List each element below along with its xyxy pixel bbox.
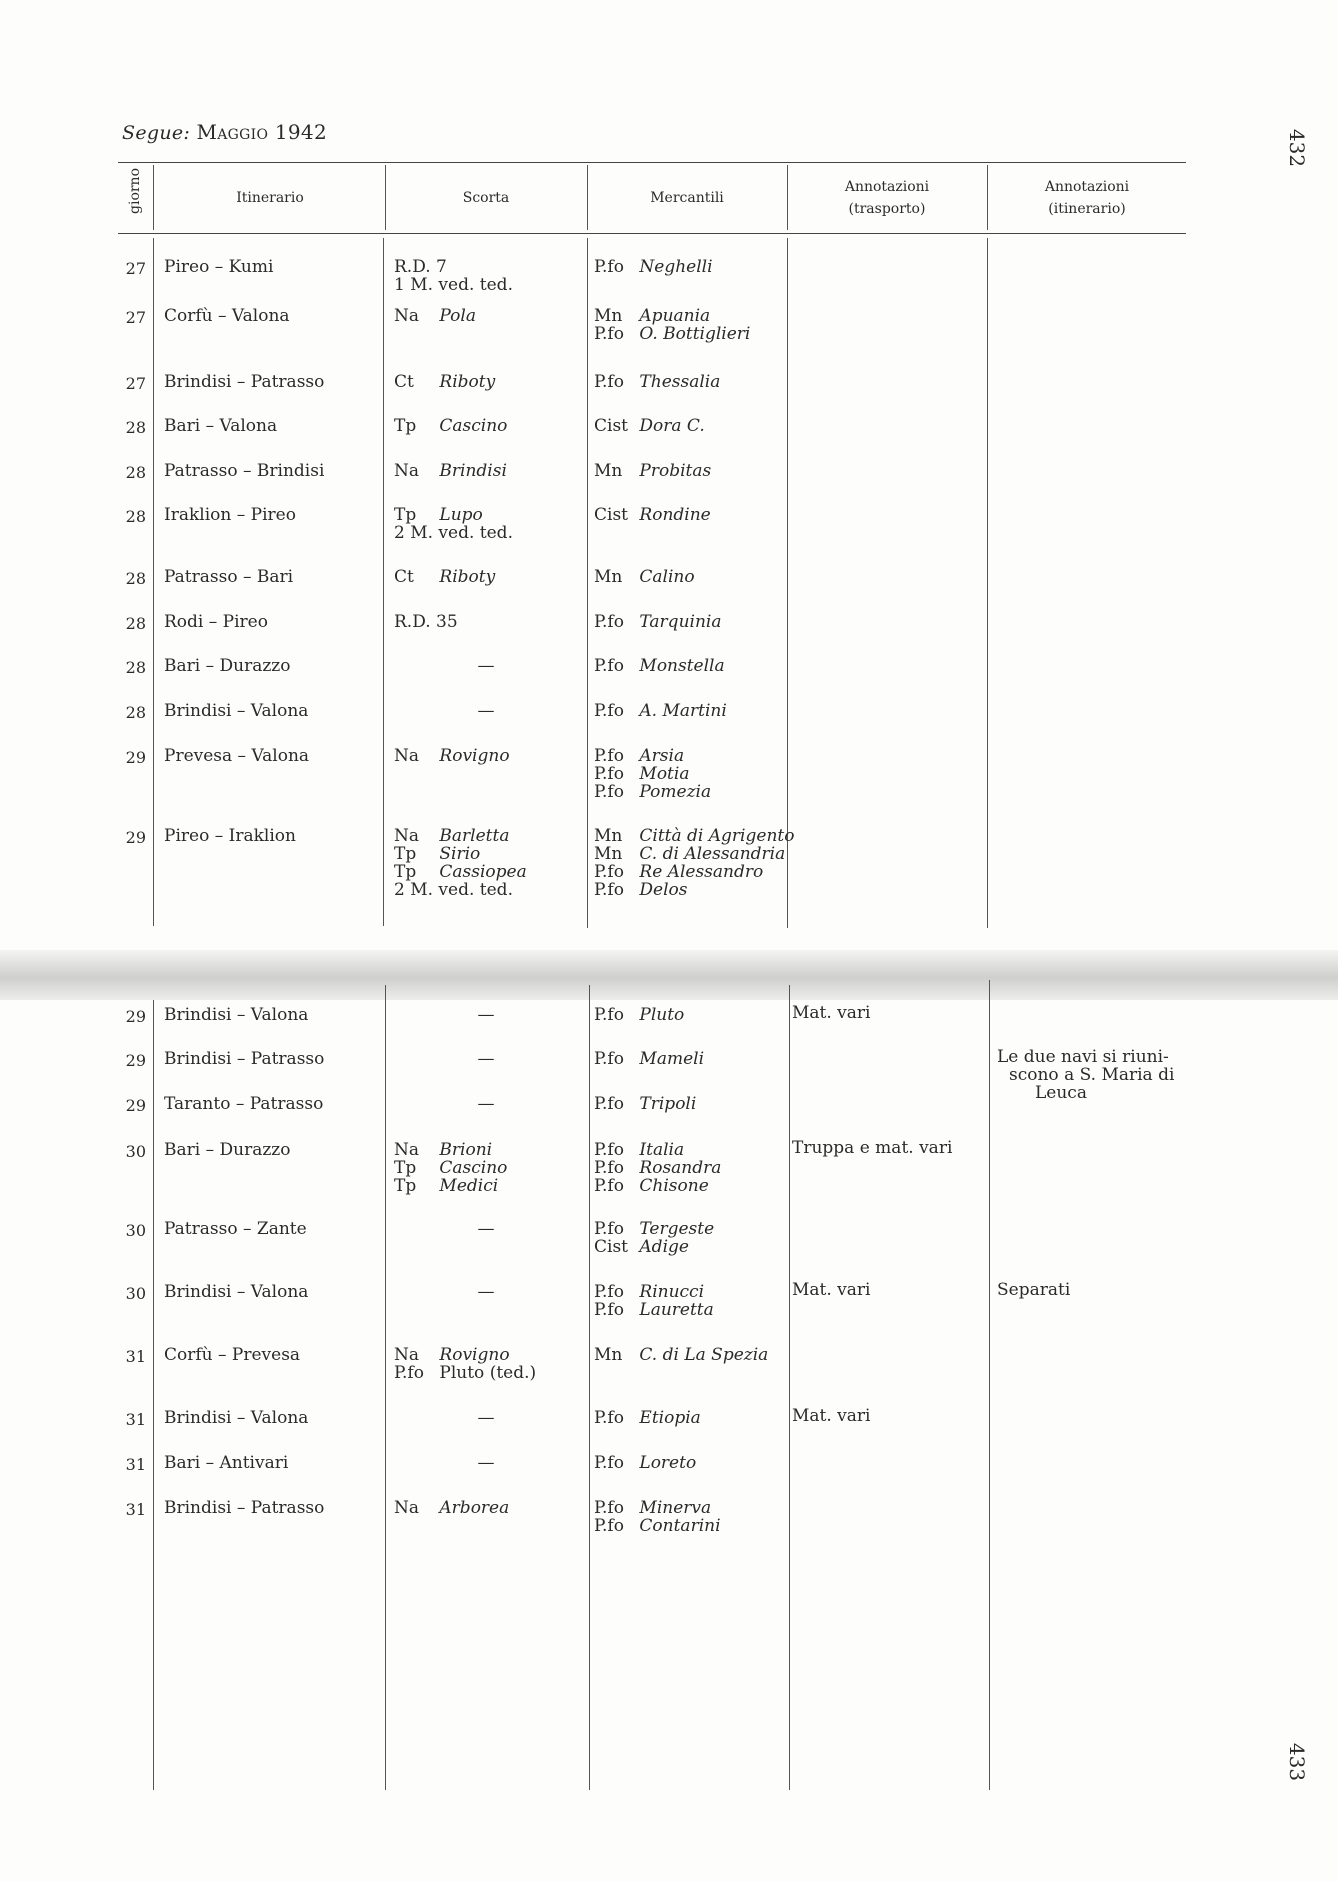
page-number-bottom: 433 <box>1284 1742 1309 1782</box>
mercantili-list <box>594 1454 696 1472</box>
mercantile-type: P.fo <box>594 1158 624 1178</box>
mercantile-type: P.fo <box>594 1094 624 1114</box>
mercantile-line <box>594 1301 714 1319</box>
col-header-mercantili-text: Mercantili <box>650 190 724 206</box>
scorta-dash: — <box>477 1219 495 1239</box>
mercantile-type: Mn <box>594 567 623 587</box>
row-day: 29 <box>125 1051 146 1070</box>
scorta-type: Tp <box>394 505 417 525</box>
mercantile-line <box>594 881 794 899</box>
scorta-line <box>394 845 527 863</box>
row-itinerario: Pireo – Kumi <box>164 257 274 277</box>
annotazione-trasporto-line: Mat. vari <box>792 1280 871 1300</box>
annotazione-trasporto-line: Mat. vari <box>792 1003 871 1023</box>
annotazione-trasporto-line: Truppa e mat. vari <box>792 1138 953 1158</box>
mercantile-line <box>594 1159 721 1177</box>
mercantile-name: Motia <box>639 764 690 784</box>
row-itinerario: Corfù – Valona <box>164 306 290 326</box>
scorta-text: R.D. <box>394 257 431 277</box>
scorta-list <box>394 1141 507 1195</box>
mercantile-line <box>594 462 711 480</box>
mercantile-name: C. di La Spezia <box>639 1345 769 1365</box>
scorta-type: Tp <box>394 1158 417 1178</box>
scorta-type: Tp <box>394 844 417 864</box>
mercantile-type: P.fo <box>594 1176 624 1196</box>
scorta-type: Na <box>394 461 420 481</box>
row-day: 31 <box>125 1455 146 1474</box>
scorta-type: Na <box>394 1498 420 1518</box>
scorta-type: Na <box>394 1140 420 1160</box>
scorta-type: Na <box>394 306 420 326</box>
mercantili-list <box>594 747 711 801</box>
col-header-ann-trasporto <box>787 166 987 230</box>
divider-giorno <box>153 165 154 230</box>
row-day: 29 <box>125 1096 146 1115</box>
mercantile-type: Mn <box>594 826 623 846</box>
mercantile-name: Loreto <box>639 1453 697 1473</box>
mercantile-line <box>594 702 727 720</box>
mercantile-name: Città di Agrigento <box>639 826 795 846</box>
mercantile-line <box>594 765 711 783</box>
mercantili-list <box>594 1095 696 1113</box>
row-day: 28 <box>125 658 146 677</box>
scorta-text: 2 M. ved. ted. <box>394 523 513 543</box>
mercantile-type: P.fo <box>594 1516 624 1536</box>
scorta-dash: — <box>477 1005 495 1025</box>
annotazione-itinerario-line: Separati <box>997 1280 1071 1300</box>
scorta-type: Ct <box>394 372 414 392</box>
row-itinerario: Patrasso – Brindisi <box>164 461 325 481</box>
scorta-list <box>394 613 458 631</box>
mercantile-type: P.fo <box>594 1140 624 1160</box>
mercantile-name: Dora C. <box>639 416 705 436</box>
scorta-line <box>394 462 507 480</box>
mercantile-type: P.fo <box>594 1219 624 1239</box>
mercantili-list <box>594 258 713 276</box>
scorta-line <box>394 258 513 276</box>
mercantile-line <box>594 1220 714 1238</box>
scorta-dash: — <box>477 1408 495 1428</box>
mercantili-list <box>594 702 727 720</box>
divider-scorta-body <box>587 238 588 928</box>
scorta-value: 35 <box>436 612 458 632</box>
divider-scorta <box>587 165 588 230</box>
row-itinerario: Iraklion – Pireo <box>164 505 296 525</box>
mercantile-line <box>594 417 705 435</box>
mercantile-type: P.fo <box>594 612 624 632</box>
annotazione-trasporto <box>792 1139 952 1157</box>
mercantile-name: Probitas <box>639 461 712 481</box>
mercantile-line <box>594 1177 721 1195</box>
mercantile-type: P.fo <box>594 372 624 392</box>
mercantili-list <box>594 1499 721 1535</box>
mercantili-list <box>594 506 711 524</box>
page-fold-shadow <box>0 950 1338 1000</box>
scorta-line <box>394 747 510 765</box>
segue-label: Segue: <box>122 122 191 144</box>
scorta-text: R.D. <box>394 612 431 632</box>
scorta-line <box>394 276 513 294</box>
scorta-list <box>394 1346 536 1382</box>
row-day: 28 <box>125 418 146 437</box>
mercantile-line <box>594 613 721 631</box>
mercantile-name: O. Bottiglieri <box>639 324 751 344</box>
scorta-ship-name: Cascino <box>439 1158 508 1178</box>
row-day: 27 <box>125 259 146 278</box>
row-day: 31 <box>125 1500 146 1519</box>
mercantile-type: Mn <box>594 1345 623 1365</box>
scorta-list <box>394 568 495 586</box>
scorta-line <box>394 568 495 586</box>
row-day: 31 <box>125 1410 146 1429</box>
scorta-type: Ct <box>394 567 414 587</box>
mercantile-type: P.fo <box>594 1300 624 1320</box>
scorta-ship-name: Riboty <box>439 567 496 587</box>
mercantile-line <box>594 307 750 325</box>
scorta-text: 2 M. ved. ted. <box>394 880 513 900</box>
mercantile-name: Monstella <box>639 656 725 676</box>
mercantile-name: Pluto <box>639 1005 685 1025</box>
col-header-scorta-text: Scorta <box>462 190 510 206</box>
mercantile-type: Mn <box>594 461 623 481</box>
mercantile-name: Mameli <box>639 1049 705 1069</box>
mercantile-name: Minerva <box>639 1498 712 1518</box>
mercantili-list <box>594 1050 704 1068</box>
annotazione-trasporto-line: Mat. vari <box>792 1406 871 1426</box>
mercantile-line <box>594 1499 721 1517</box>
scorta-line <box>394 1159 507 1177</box>
mercantile-name: Thessalia <box>639 372 721 392</box>
scorta-list <box>394 747 510 765</box>
divider-ann-trasporto-lower <box>989 980 990 1790</box>
mercantile-name: Adige <box>639 1237 689 1257</box>
scorta-dash: — <box>477 1453 495 1473</box>
scorta-ship-name: Pluto (ted.) <box>439 1363 537 1383</box>
page-number-top: 432 <box>1284 128 1309 168</box>
mercantile-type: P.fo <box>594 1282 624 1302</box>
mercantile-line <box>594 373 720 391</box>
col-header-ann-trasporto-line1: Annotazioni <box>844 179 930 195</box>
annotazione-itinerario-line: scono a S. Maria di <box>1009 1065 1175 1085</box>
mercantile-name: Apuania <box>639 306 711 326</box>
scorta-dash: — <box>477 1282 495 1302</box>
mercantile-name: Re Alessandro <box>639 862 764 882</box>
row-day: 30 <box>125 1221 146 1240</box>
mercantile-type: P.fo <box>594 862 624 882</box>
scorta-ship-name: Cassiopea <box>439 862 527 882</box>
month-label: Maggio 1942 <box>196 120 327 144</box>
scorta-line <box>394 506 513 524</box>
mercantile-line <box>594 1238 714 1256</box>
mercantile-line <box>594 325 750 343</box>
divider-giorno-lower <box>153 1000 154 1790</box>
mercantili-list <box>594 417 705 435</box>
scorta-list <box>394 462 507 480</box>
mercantile-name: Delos <box>639 880 688 900</box>
annotazione-itinerario-line: Le due navi si riuni- <box>997 1047 1169 1067</box>
scorta-text: 1 M. ved. ted. <box>394 275 513 295</box>
row-day: 30 <box>125 1142 146 1161</box>
mercantili-list <box>594 613 721 631</box>
divider-scorta-lower <box>589 985 590 1790</box>
scorta-ship-name: Cascino <box>439 416 508 436</box>
scorta-ship-name: Rovigno <box>439 1345 510 1365</box>
scorta-dash: — <box>477 656 495 676</box>
col-header-ann-itinerario <box>987 166 1187 230</box>
mercantile-type: P.fo <box>594 782 624 802</box>
mercantile-name: Calino <box>639 567 695 587</box>
mercantile-line <box>594 657 725 675</box>
mercantili-list <box>594 1409 701 1427</box>
row-itinerario: Corfù – Prevesa <box>164 1345 301 1365</box>
row-itinerario: Brindisi – Valona <box>164 1005 309 1025</box>
divider-mercantili-body <box>787 238 788 928</box>
row-itinerario: Bari – Valona <box>164 416 278 436</box>
scorta-line <box>394 613 458 631</box>
row-itinerario: Prevesa – Valona <box>164 746 310 766</box>
row-itinerario: Bari – Antivari <box>164 1453 289 1473</box>
mercantili-list <box>594 1346 768 1364</box>
col-header-mercantili <box>587 166 787 230</box>
col-header-itinerario <box>155 166 385 230</box>
mercantile-name: Rosandra <box>639 1158 722 1178</box>
divider-ann-trasporto <box>987 165 988 230</box>
row-itinerario: Taranto – Patrasso <box>164 1094 324 1114</box>
scorta-list <box>394 827 527 899</box>
col-header-ann-itinerario-line1: Annotazioni <box>1044 179 1130 195</box>
mercantile-type: P.fo <box>594 1408 624 1428</box>
mercantile-name: Tripoli <box>639 1094 697 1114</box>
scorta-list <box>394 373 495 391</box>
mercantili-list <box>594 307 750 343</box>
annotazione-itinerario-line: Leuca <box>1035 1083 1087 1103</box>
row-day: 28 <box>125 614 146 633</box>
divider-mercantili-lower <box>789 985 790 1790</box>
mercantili-list <box>594 1006 684 1024</box>
mercantile-type: P.fo <box>594 257 624 277</box>
mercantile-name: C. di Alessandria <box>639 844 786 864</box>
row-itinerario: Patrasso – Bari <box>164 567 294 587</box>
row-itinerario: Brindisi – Patrasso <box>164 372 325 392</box>
row-day: 28 <box>125 463 146 482</box>
mercantile-type: P.fo <box>594 880 624 900</box>
mercantile-type: P.fo <box>594 324 624 344</box>
mercantile-type: Cist <box>594 416 628 436</box>
scorta-list <box>394 506 513 542</box>
mercantile-name: Contarini <box>639 1516 721 1536</box>
scorta-line <box>394 863 527 881</box>
mercantile-type: P.fo <box>594 1049 624 1069</box>
scorta-ship-name: Rovigno <box>439 746 510 766</box>
mercantili-list <box>594 1283 714 1319</box>
row-day: 27 <box>125 308 146 327</box>
mercantile-line <box>594 1141 721 1159</box>
mercantili-list <box>594 827 794 899</box>
mercantili-list <box>594 1141 721 1195</box>
mercantile-line <box>594 1346 768 1364</box>
scorta-list <box>394 1499 509 1517</box>
mercantile-line <box>594 1095 696 1113</box>
mercantile-type: Mn <box>594 844 623 864</box>
divider-ann-trasporto-body <box>987 238 988 928</box>
scorta-line <box>394 1141 507 1159</box>
mercantile-line <box>594 747 711 765</box>
col-header-ann-itinerario-line2: (itinerario) <box>1048 201 1126 217</box>
mercantile-type: Cist <box>594 1237 628 1257</box>
mercantile-line <box>594 506 711 524</box>
scorta-type: Tp <box>394 862 417 882</box>
scorta-dash: — <box>477 1049 495 1069</box>
mercantile-type: P.fo <box>594 764 624 784</box>
divider-itinerario <box>385 165 386 230</box>
scorta-value: 7 <box>436 257 447 277</box>
scorta-list <box>394 307 476 325</box>
divider-itinerario-lower <box>385 985 386 1790</box>
mercantile-line <box>594 1454 696 1472</box>
row-itinerario: Bari – Durazzo <box>164 1140 291 1160</box>
row-day: 31 <box>125 1347 146 1366</box>
mercantile-type: P.fo <box>594 1453 624 1473</box>
annotazione-trasporto <box>792 1407 870 1425</box>
mercantile-line <box>594 1517 721 1535</box>
mercantile-name: Tergeste <box>639 1219 715 1239</box>
mercantile-line <box>594 1006 684 1024</box>
annotazione-trasporto <box>792 1281 870 1299</box>
scorta-ship-name: Arborea <box>439 1498 510 1518</box>
row-itinerario: Pireo – Iraklion <box>164 826 296 846</box>
mercantili-list <box>594 462 711 480</box>
scorta-type: Tp <box>394 1176 417 1196</box>
mercantile-line <box>594 568 695 586</box>
scorta-type: Na <box>394 826 420 846</box>
mercantile-line <box>594 827 794 845</box>
mercantile-name: Chisone <box>639 1176 709 1196</box>
mercantile-type: P.fo <box>594 656 624 676</box>
row-day: 29 <box>125 828 146 847</box>
scorta-ship-name: Medici <box>439 1176 499 1196</box>
row-itinerario: Rodi – Pireo <box>164 612 268 632</box>
scorta-type: Na <box>394 1345 420 1365</box>
mercantile-line <box>594 1409 701 1427</box>
row-day: 29 <box>125 1007 146 1026</box>
scorta-line <box>394 1364 536 1382</box>
scorta-line <box>394 1499 509 1517</box>
scorta-ship-name: Lupo <box>439 505 483 525</box>
row-itinerario: Brindisi – Valona <box>164 1408 309 1428</box>
divider-itinerario-body <box>383 238 384 926</box>
col-header-scorta <box>385 166 587 230</box>
mercantile-line <box>594 783 711 801</box>
scorta-ship-name: Brindisi <box>439 461 507 481</box>
mercantile-line <box>594 1283 714 1301</box>
scorta-list <box>394 258 513 294</box>
running-title <box>122 120 327 144</box>
header-top-rule <box>118 162 1186 163</box>
scorta-dash: — <box>477 1094 495 1114</box>
scorta-type: P.fo <box>394 1363 424 1383</box>
row-itinerario: Brindisi – Valona <box>164 1282 309 1302</box>
mercantile-type: P.fo <box>594 701 624 721</box>
scorta-line <box>394 881 527 899</box>
scorta-dash: — <box>477 701 495 721</box>
divider-mercantili <box>787 165 788 230</box>
annotazione-itinerario <box>997 1281 1070 1299</box>
scorta-line <box>394 1177 507 1195</box>
row-day: 29 <box>125 748 146 767</box>
scorta-ship-name: Pola <box>439 306 476 326</box>
mercantile-name: Pomezia <box>639 782 712 802</box>
mercantili-list <box>594 657 725 675</box>
mercantile-line <box>594 845 794 863</box>
row-itinerario: Brindisi – Patrasso <box>164 1498 325 1518</box>
mercantili-list <box>594 1220 714 1256</box>
row-itinerario: Brindisi – Patrasso <box>164 1049 325 1069</box>
scorta-line <box>394 307 476 325</box>
mercantile-type: P.fo <box>594 746 624 766</box>
mercantile-type: P.fo <box>594 1005 624 1025</box>
row-day: 28 <box>125 507 146 526</box>
row-itinerario: Brindisi – Valona <box>164 701 309 721</box>
col-header-itinerario-text: Itinerario <box>236 190 304 206</box>
mercantile-name: Neghelli <box>639 257 713 277</box>
scorta-line <box>394 524 513 542</box>
scorta-line <box>394 1346 536 1364</box>
mercantile-type: P.fo <box>594 1498 624 1518</box>
mercantili-list <box>594 568 695 586</box>
mercantile-name: Lauretta <box>639 1300 714 1320</box>
scorta-type: Na <box>394 746 420 766</box>
mercantile-name: Rondine <box>639 505 711 525</box>
scorta-type: Tp <box>394 416 417 436</box>
mercantile-name: A. Martini <box>639 701 727 721</box>
scorta-ship-name: Brioni <box>439 1140 493 1160</box>
scorta-list <box>394 417 507 435</box>
row-day: 30 <box>125 1284 146 1303</box>
mercantile-name: Tarquinia <box>639 612 722 632</box>
scorta-line <box>394 417 507 435</box>
header-bottom-rule <box>118 233 1186 234</box>
mercantile-line <box>594 258 713 276</box>
mercantile-name: Rinucci <box>639 1282 705 1302</box>
mercantile-type: Mn <box>594 306 623 326</box>
row-day: 28 <box>125 569 146 588</box>
scorta-line <box>394 827 527 845</box>
row-day: 28 <box>125 703 146 722</box>
scorta-ship-name: Sirio <box>439 844 481 864</box>
scorta-line <box>394 373 495 391</box>
mercantile-name: Italia <box>639 1140 685 1160</box>
col-header-ann-trasporto-line2: (trasporto) <box>848 201 926 217</box>
scorta-ship-name: Riboty <box>439 372 496 392</box>
mercantile-line <box>594 1050 704 1068</box>
mercantile-name: Arsia <box>639 746 685 766</box>
mercantile-line <box>594 863 794 881</box>
annotazione-itinerario <box>997 1048 1174 1102</box>
divider-giorno-body <box>153 238 154 926</box>
row-itinerario: Bari – Durazzo <box>164 656 291 676</box>
col-header-giorno: giorno <box>127 167 143 214</box>
row-day: 27 <box>125 374 146 393</box>
mercantili-list <box>594 373 720 391</box>
mercantile-name: Etiopia <box>639 1408 701 1428</box>
mercantile-type: Cist <box>594 505 628 525</box>
annotazione-trasporto <box>792 1004 870 1022</box>
scorta-ship-name: Barletta <box>439 826 510 846</box>
row-itinerario: Patrasso – Zante <box>164 1219 307 1239</box>
